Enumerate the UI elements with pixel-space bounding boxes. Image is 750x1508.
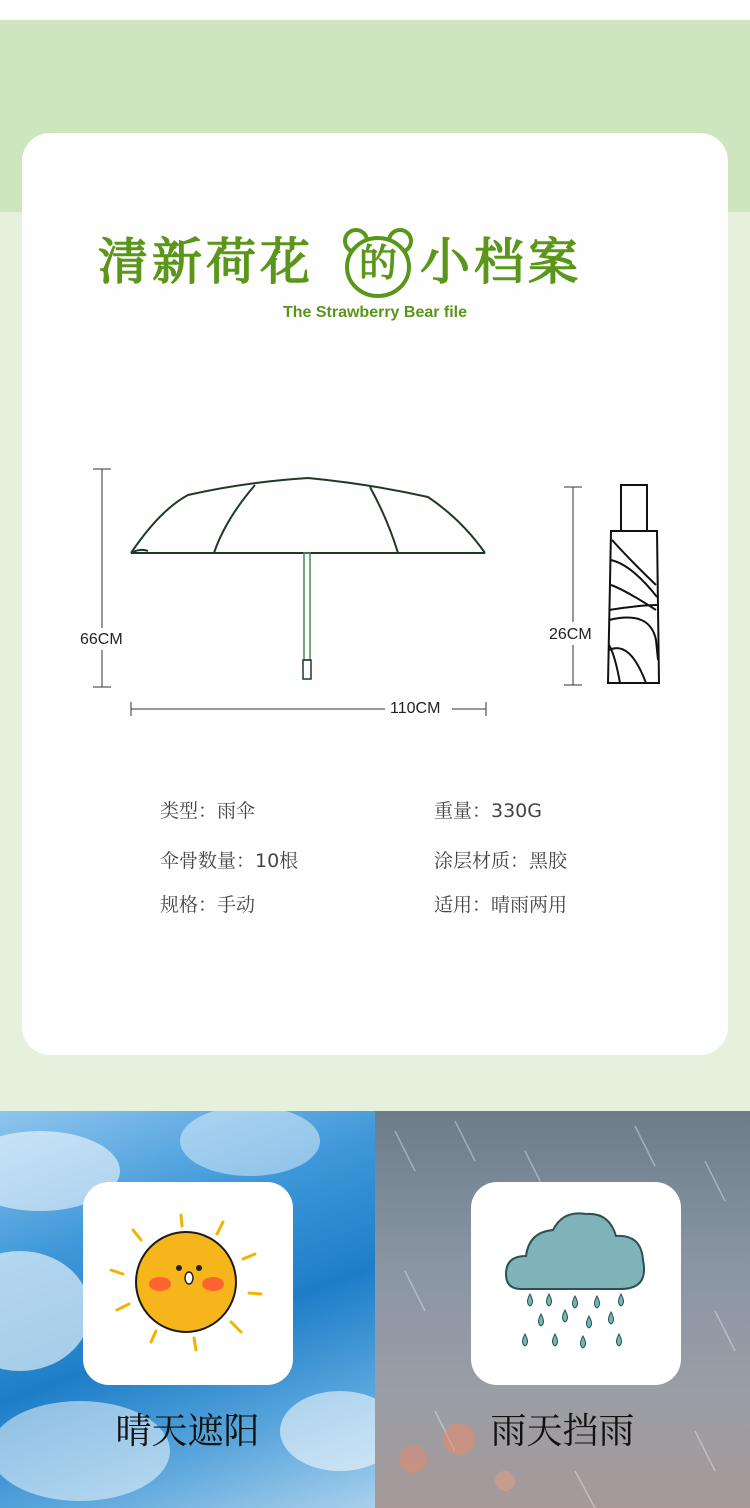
width-open-label: 110CM <box>390 700 441 717</box>
folded-umbrella <box>608 485 659 683</box>
rainy-panel <box>375 1111 750 1508</box>
sunny-icon-box <box>83 1182 293 1385</box>
sunny-label: 晴天遮阳 <box>115 1411 260 1452</box>
spec-weight: 重量：330G <box>434 800 542 822</box>
open-umbrella-canopy <box>131 478 485 553</box>
spec-type: 类型：雨伞 <box>160 800 256 822</box>
rainy-icon-box <box>471 1182 681 1385</box>
spec-usage: 适用：晴雨两用 <box>434 894 568 916</box>
height-open-label: 66CM <box>80 631 123 648</box>
spec-coating: 涂层材质：黑胶 <box>434 850 568 872</box>
spec-mode: 规格：手动 <box>160 894 256 916</box>
rain-cloud-icon <box>471 1182 681 1385</box>
title-part-1: 清新荷花 <box>98 233 314 291</box>
page-subtitle: The Strawberry Bear file <box>282 304 468 321</box>
title-bear-char: 的 <box>358 241 397 285</box>
height-dimension-open <box>93 469 111 687</box>
rainy-label: 雨天挡雨 <box>490 1411 635 1452</box>
height-dimension-folded <box>564 487 582 685</box>
height-folded-label: 26CM <box>549 626 592 643</box>
sun-icon <box>83 1182 293 1385</box>
title-part-2: 小档案 <box>420 233 582 291</box>
spec-ribs: 伞骨数量：10根 <box>160 850 299 872</box>
umbrella-shaft <box>304 553 310 660</box>
umbrella-handle <box>303 660 311 679</box>
sunny-panel <box>0 1111 375 1508</box>
